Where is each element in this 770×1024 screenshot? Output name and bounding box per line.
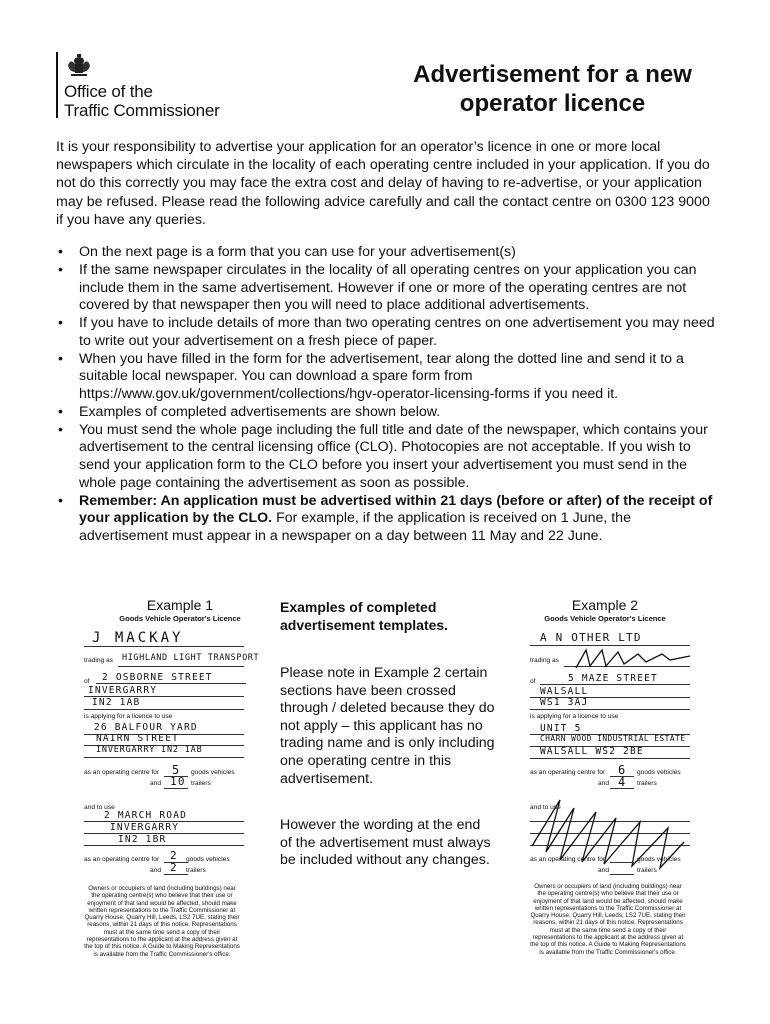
form-line bbox=[530, 833, 690, 834]
form-line bbox=[540, 684, 690, 685]
form-line bbox=[84, 646, 244, 647]
example-2-oc1-line-1: UNIT 5 bbox=[540, 723, 582, 734]
form-line bbox=[564, 666, 690, 667]
form-line bbox=[530, 645, 690, 646]
and-label: and bbox=[150, 867, 162, 874]
list-item-text: When you have filled in the form for the advertisement, tear along the dotted line and send it to a suitable local newspaper. You can download a spare form from https://www.gov.uk/government/collections/hgv-operator-licensing-forms if you need it. bbox=[79, 350, 684, 402]
example-1-address-3: IN2 1AB bbox=[92, 697, 141, 708]
bullet-icon: • bbox=[58, 492, 63, 509]
goods-vehicles-label: goods vehicles bbox=[637, 856, 681, 863]
form-line bbox=[610, 874, 634, 875]
office-line-2: Traffic Commissioner bbox=[64, 101, 220, 120]
of-label: of bbox=[530, 678, 536, 685]
example-2-subtitle: Goods Vehicle Operator's Licence bbox=[544, 614, 666, 623]
form-line bbox=[164, 874, 188, 875]
form-line bbox=[96, 683, 246, 684]
intro-paragraph: It is your responsibility to advertise your application for an operator’s licence in one or more local newspapers which circulate in the locality of each operating centre included in your application. If you do not do this correctly you may face the extra cost and delay of having to re-advertise, or your application may be refused. Please read the following advice carefully and call the contact centre on 0300 123 9000 if you have any queries. bbox=[56, 139, 710, 228]
example-2-note: Please note in Example 2 certain sections have been crossed through / deleted because they do not apply – this applicant has no trading name and is only including one operating centre in this advertisement. bbox=[280, 665, 495, 787]
and-label: and bbox=[598, 867, 610, 874]
list-item-text: You must send the whole page including the full title and date of the newspaper, which contains your advertisement to the central licensing office (CLO). Photocopies are not acceptable. If you wish to send your application form to the CLO before you insert your advertisement you must send in the whole page containing the advertisement as soon as possible. bbox=[79, 421, 708, 491]
bullet-icon: • bbox=[58, 403, 63, 420]
goods-vehicles-label: goods vehicles bbox=[186, 856, 230, 863]
form-line bbox=[84, 757, 244, 758]
form-line bbox=[610, 862, 634, 863]
example-1-name: J MACKAY bbox=[92, 630, 184, 646]
example-1-oc2-vehicles: 2 bbox=[170, 849, 178, 862]
list-item bbox=[56, 493, 716, 546]
example-1-trading: HIGHLAND LIGHT TRANSPORT bbox=[122, 653, 260, 663]
form-line bbox=[610, 788, 634, 789]
as-centre-label: as an operating centre for bbox=[84, 856, 160, 863]
example-2-name: A N OTHER LTD bbox=[540, 631, 642, 644]
form-line bbox=[84, 845, 244, 846]
bullet-icon: • bbox=[58, 261, 63, 278]
example-1-oc1-line-3: INVERGARRY IN2 1AB bbox=[96, 745, 203, 755]
trailers-label: trailers bbox=[186, 867, 206, 874]
advice-list bbox=[56, 244, 716, 546]
logo-rule bbox=[56, 52, 58, 118]
example-1-title: Example 1 bbox=[146, 597, 214, 613]
wording-note: However the wording at the end of the advertisement must always be included without any changes. bbox=[280, 817, 491, 869]
of-label: of bbox=[84, 678, 90, 685]
applying-label: is applying for a licence to use bbox=[84, 713, 173, 720]
list-item bbox=[56, 351, 716, 404]
example-1-oc1-line-1: 26 BALFOUR YARD bbox=[94, 722, 198, 733]
title-line-1: Advertisement for a new bbox=[413, 61, 692, 88]
and-label: and bbox=[150, 780, 162, 787]
form-line bbox=[530, 709, 690, 710]
example-1-oc1-trailers: 10 bbox=[170, 775, 186, 788]
trading-as-label: trading as bbox=[530, 657, 559, 664]
and-to-use-label: and to use bbox=[84, 804, 115, 811]
and-to-use-label: and to use bbox=[530, 804, 561, 811]
as-centre-label: as an operating centre for bbox=[530, 856, 606, 863]
bullet-icon: • bbox=[58, 315, 63, 332]
example-2-oc1-vehicles: 6 bbox=[618, 763, 627, 777]
example-2-address-2: WALSALL bbox=[540, 686, 589, 697]
list-item-text: On the next page is a form that you can use for your advertisement(s) bbox=[79, 244, 516, 260]
as-centre-label: as an operating centre for bbox=[84, 769, 160, 776]
example-1-oc2-line-3: IN2 1BR bbox=[118, 834, 167, 845]
example-1-oc1-line-2: NAIRN STREET bbox=[96, 733, 180, 744]
example-1-representations-note: Owners or occupiers of land (including buildings) near the operating centre(s) who believe that their use or enjoyment of that land would be affected, should make written representations to the Traffic Commissioner at Quarry House, Quarry Hill, Leeds, LS2 7UE, stating their reasons, within 21 days of this notice. Representations must at the same time send a copy of their representations to the applicant at the address given at the top of this notice. A Guide to Making Representations is available from the Traffic Commissioner's office. bbox=[84, 885, 240, 958]
example-1-oc2-line-1: 2 MARCH ROAD bbox=[104, 810, 188, 821]
list-item-text: Examples of completed advertisements are shown below. bbox=[79, 403, 441, 420]
example-1-subtitle: Goods Vehicle Operator's Licence bbox=[119, 614, 241, 623]
example-1-address-1: 2 OSBORNE STREET bbox=[102, 672, 213, 683]
form-line bbox=[118, 666, 244, 667]
list-item bbox=[56, 315, 716, 350]
example-2-oc1-line-2: CHARN WOOD INDUSTRIAL ESTATE bbox=[540, 734, 686, 743]
example-1-address-2: INVERGARRY bbox=[88, 685, 158, 696]
form-line bbox=[84, 709, 244, 710]
example-1-oc1-vehicles: 5 bbox=[172, 763, 181, 777]
trailers-label: trailers bbox=[191, 780, 211, 787]
example-2-address-3: WS1 3AJ bbox=[540, 697, 589, 708]
goods-vehicles-label: goods vehicles bbox=[637, 769, 681, 776]
office-name bbox=[64, 82, 220, 120]
list-item bbox=[56, 422, 716, 492]
list-item bbox=[56, 262, 716, 315]
office-logo bbox=[56, 52, 276, 122]
list-item-text: If the same newspaper circulates in the locality of all operating centres on your application you can include them in the same advertisement. However if one or more of the operating centres are not covered by that newspaper then you will need to place additional advertisements. bbox=[79, 261, 697, 314]
example-2-address-1: 5 MAZE STREET bbox=[568, 673, 658, 684]
applying-label: is applying for a licence to use bbox=[530, 713, 619, 720]
list-item-text: For example, if the application is received on 1 June, the advertisement must appear in a newspaper on a day between 11 May and 22 June. bbox=[79, 510, 631, 544]
bullet-icon: • bbox=[58, 350, 63, 367]
bullet-icon: • bbox=[58, 421, 63, 438]
form-line bbox=[530, 845, 690, 846]
list-item-text: If you have to include details of more than two operating centres on one advertisement you may need to write out your advertisement on a fresh piece of paper. bbox=[79, 315, 715, 349]
trading-as-label: trading as bbox=[84, 657, 113, 664]
form-line bbox=[164, 788, 188, 789]
list-item bbox=[56, 404, 716, 422]
example-1-oc2-trailers: 2 bbox=[170, 861, 178, 874]
example-2-title: Example 2 bbox=[571, 597, 639, 613]
example-1-oc2-line-2: INVERGARRY bbox=[110, 822, 180, 833]
form-line bbox=[530, 821, 690, 822]
title-line-2: operator licence bbox=[459, 90, 646, 117]
goods-vehicles-label: goods vehicles bbox=[191, 769, 235, 776]
as-centre-label: as an operating centre for bbox=[530, 769, 606, 776]
example-2-oc1-trailers: 4 bbox=[618, 775, 627, 789]
form-line bbox=[530, 758, 690, 759]
trailers-label: trailers bbox=[637, 780, 657, 787]
office-line-1: Office of the bbox=[64, 82, 153, 101]
list-item bbox=[56, 244, 716, 262]
bullet-icon: • bbox=[58, 244, 63, 260]
document-title bbox=[380, 60, 725, 118]
and-label: and bbox=[598, 780, 610, 787]
trailers-label: trailers bbox=[637, 867, 657, 874]
reminder-bold: Remember: An application must be advertised within 21 days (before or after) of the receipt of your application by the CLO. bbox=[79, 492, 713, 527]
example-2-oc1-line-3: WALSALL WS2 2BE bbox=[540, 746, 644, 757]
royal-crest-icon bbox=[64, 52, 94, 80]
examples-heading: Examples of completed advertisement templates. bbox=[280, 599, 449, 633]
example-2-representations-note: Owners or occupiers of land (including buildings) near the operating centre(s) who believe that their use or enjoyment of that land would be affected, should make written representations to the Traffic Commissioner at Quarry House, Quarry Hill, Leeds, LS2 7UE, stating their reasons, within 21 days of this notice. Representations must at the same time send a copy of their representations to the applicant at the address given at the top of this notice. A Guide to Making Representations is available from the Traffic Commissioner's office. bbox=[530, 883, 686, 956]
